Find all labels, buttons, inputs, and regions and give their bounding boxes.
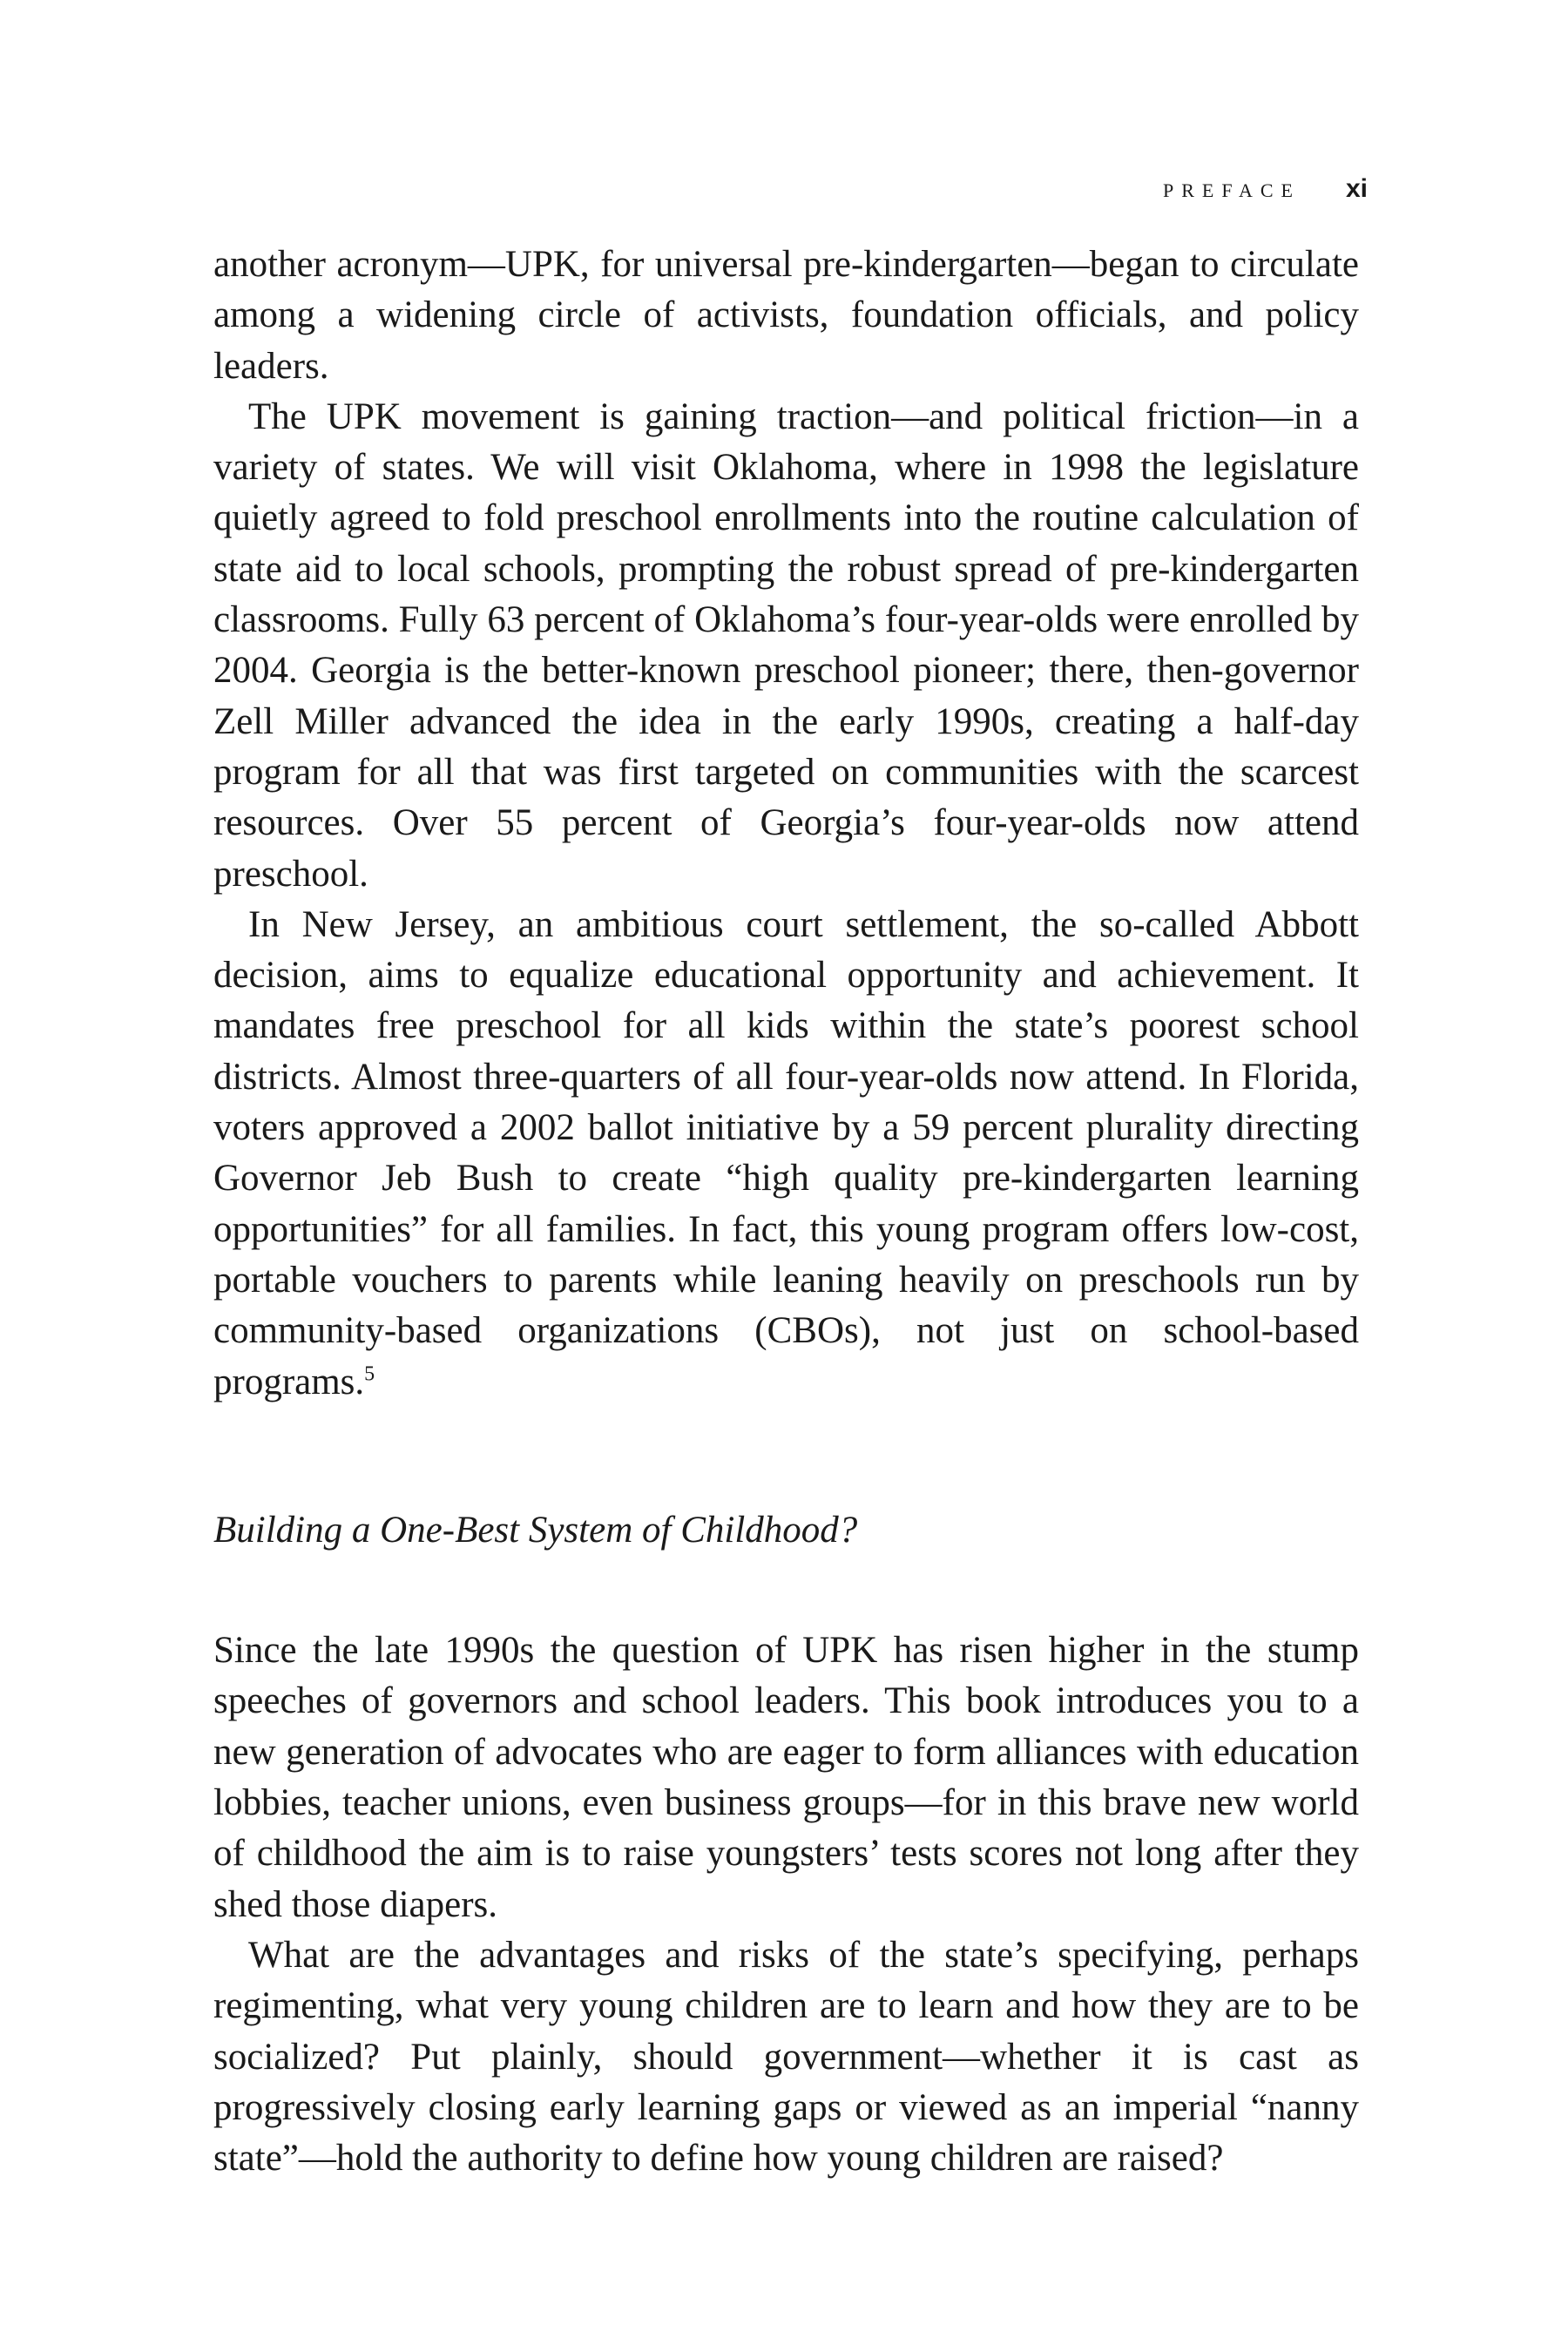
section-heading: Building a One-Best System of Childhood?	[213, 1509, 858, 1551]
footnote-reference: 5	[364, 1362, 375, 1386]
paragraph-continued: another acronym—UPK, for universal pre-kindergarten—began to circulate among a widening circle of activists, foundation officials, and policy leaders.	[213, 244, 1359, 387]
paragraph-since-1990s: Since the late 1990s the question of UPK has risen higher in the stump speeches of governors and school leaders. This book introduces you to a new generation of advocates who are eager to form alliances with education lobbies, teacher unions, even business groups—for in this brave new world of childhood the aim is to raise youngsters’ tests scores not long after they shed those diapers.	[213, 1630, 1359, 1925]
body-text	[213, 240, 1359, 2184]
running-head	[1163, 174, 1368, 204]
paragraph-new-jersey	[213, 900, 1359, 1408]
page-number: xi	[1345, 174, 1368, 203]
paragraph-new-jersey-text: In New Jersey, an ambitious court settlement, the so-called Abbott decision, aims to equalize educational opportunity and achievement. It mandates free preschool for all kids within the state’s poorest school districts. Almost three-quarters of all four-year-olds now attend. In Florida, voters approved a 2002 ballot initiative by a 59 percent plurality directing Governor Jeb Bush to create “high quality pre-kindergarten learning opportunities” for all families. In fact, this young program offers low-cost, portable vouchers to parents while leaning heavily on preschools run by community-based organizations (CBOs), not just on school-based programs.	[213, 903, 1359, 1402]
running-head-section: PREFACE	[1163, 179, 1301, 201]
paragraph-advantages-risks: What are the advantages and risks of the state’s specifying, perhaps regimenting, what very young children are to learn and how they are to be socialized? Put plainly, should government—whether it is cast as progressively closing early learning gaps or viewed as an imperial “nanny state”—hold the authority to define how young children are raised?	[213, 1934, 1359, 2180]
paragraph-upk-movement: The UPK movement is gaining traction—and political friction—in a variety of states. We will visit Oklahoma, where in 1998 the legislature quietly agreed to fold preschool enrollments into the routine calculation of state aid to local schools, prompting the robust spread of pre-kindergarten classrooms. Fully 63 percent of Oklahoma’s four-year-olds were enrolled by 2004. Georgia is the better-known preschool pioneer; there, then-governor Zell Miller advanced the idea in the early 1990s, creating a half-day program for all that was first targeted on communities with the scarcest resources. Over 55 percent of Georgia’s four-year-olds now attend preschool.	[213, 395, 1359, 895]
